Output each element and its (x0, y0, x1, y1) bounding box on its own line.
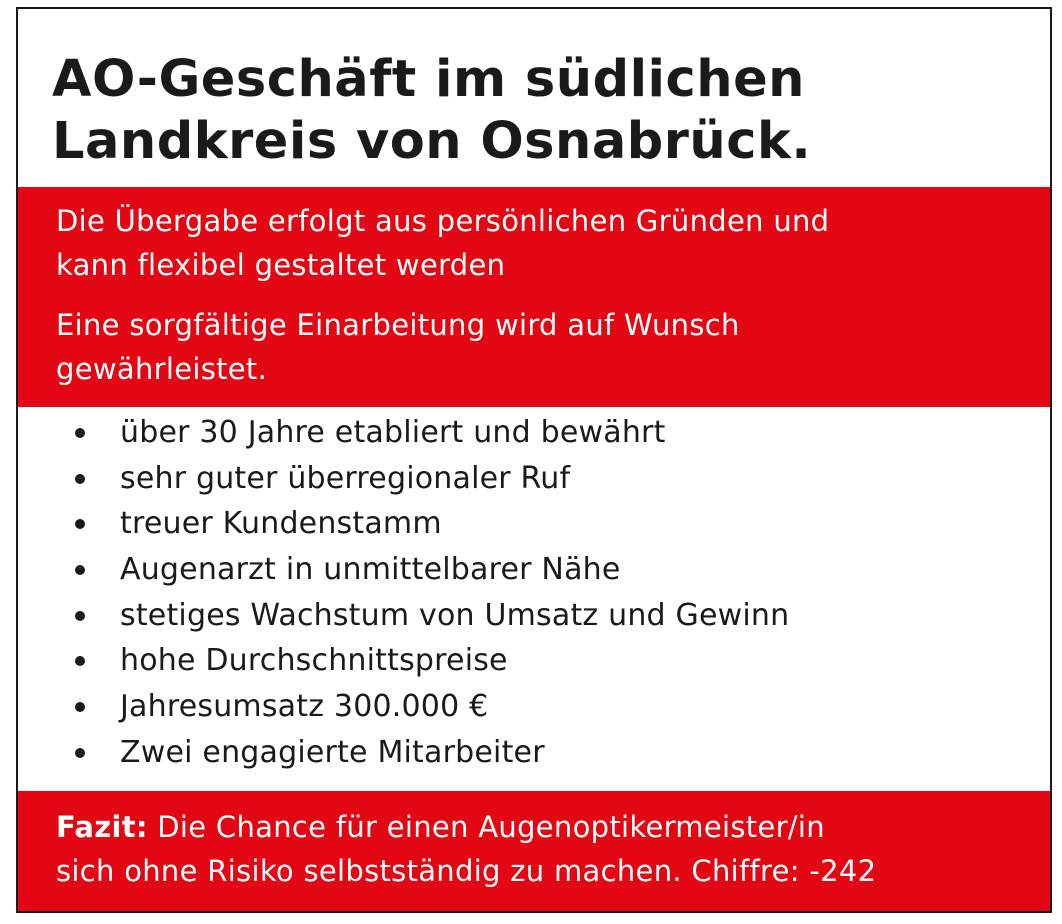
bullet-icon (75, 702, 85, 712)
feature-item (18, 547, 1050, 593)
intro-box (18, 187, 1050, 407)
feature-text: hohe Durchschnittspreise (120, 643, 508, 679)
intro-paragraph-1-line-2: kann flexibel gestaltet werden (56, 248, 506, 282)
bullet-icon (75, 428, 85, 438)
conclusion-box (18, 791, 1050, 913)
feature-text: Zwei engagierte Mitarbeiter (120, 734, 545, 770)
feature-text: Jahresumsatz 300.000 € (120, 689, 489, 725)
intro-paragraph-1-line-1: Die Übergabe erfolgt aus persönlichen Gründen und (56, 204, 830, 238)
intro-paragraph-2-line-2: gewährleistet. (56, 352, 268, 386)
conclusion-text (56, 805, 1036, 893)
feature-text: treuer Kundenstamm (120, 506, 442, 542)
feature-item (18, 730, 1050, 776)
intro-paragraph-handover (56, 199, 1016, 287)
bullet-icon (75, 474, 85, 484)
feature-item (18, 456, 1050, 502)
feature-item (18, 638, 1050, 684)
conclusion-line-2: sich ohne Risiko selbstständig zu machen. Chiffre: -242 (56, 854, 877, 888)
conclusion-line-1 (56, 805, 1036, 849)
feature-text: stetiges Wachstum von Umsatz und Gewinn (120, 597, 790, 633)
conclusion-line-1-text: Die Chance für einen Augenoptikermeister/in (147, 810, 825, 844)
headline-line-2: Landkreis von Osnabrück. (52, 112, 812, 171)
feature-text: sehr guter überregionaler Ruf (120, 460, 571, 496)
bullet-icon (75, 611, 85, 621)
conclusion-label: Fazit: (56, 810, 148, 844)
ad-headline (52, 49, 1012, 173)
classified-ad (16, 7, 1052, 913)
bullet-icon (75, 748, 85, 758)
bullet-icon (75, 656, 85, 666)
headline-line-1: AO-Geschäft im südlichen (52, 50, 805, 109)
feature-item (18, 684, 1050, 730)
feature-text: Augenarzt in unmittelbarer Nähe (120, 552, 621, 588)
feature-list (18, 410, 1050, 776)
feature-item (18, 501, 1050, 547)
intro-paragraph-2-line-1: Eine sorgfältige Einarbeitung wird auf Wunsch (56, 308, 740, 342)
feature-item (18, 593, 1050, 639)
bullet-icon (75, 519, 85, 529)
intro-paragraph-training (56, 303, 1016, 391)
feature-item (18, 410, 1050, 456)
feature-text: über 30 Jahre etabliert und bewährt (120, 415, 666, 450)
bullet-icon (75, 565, 85, 575)
